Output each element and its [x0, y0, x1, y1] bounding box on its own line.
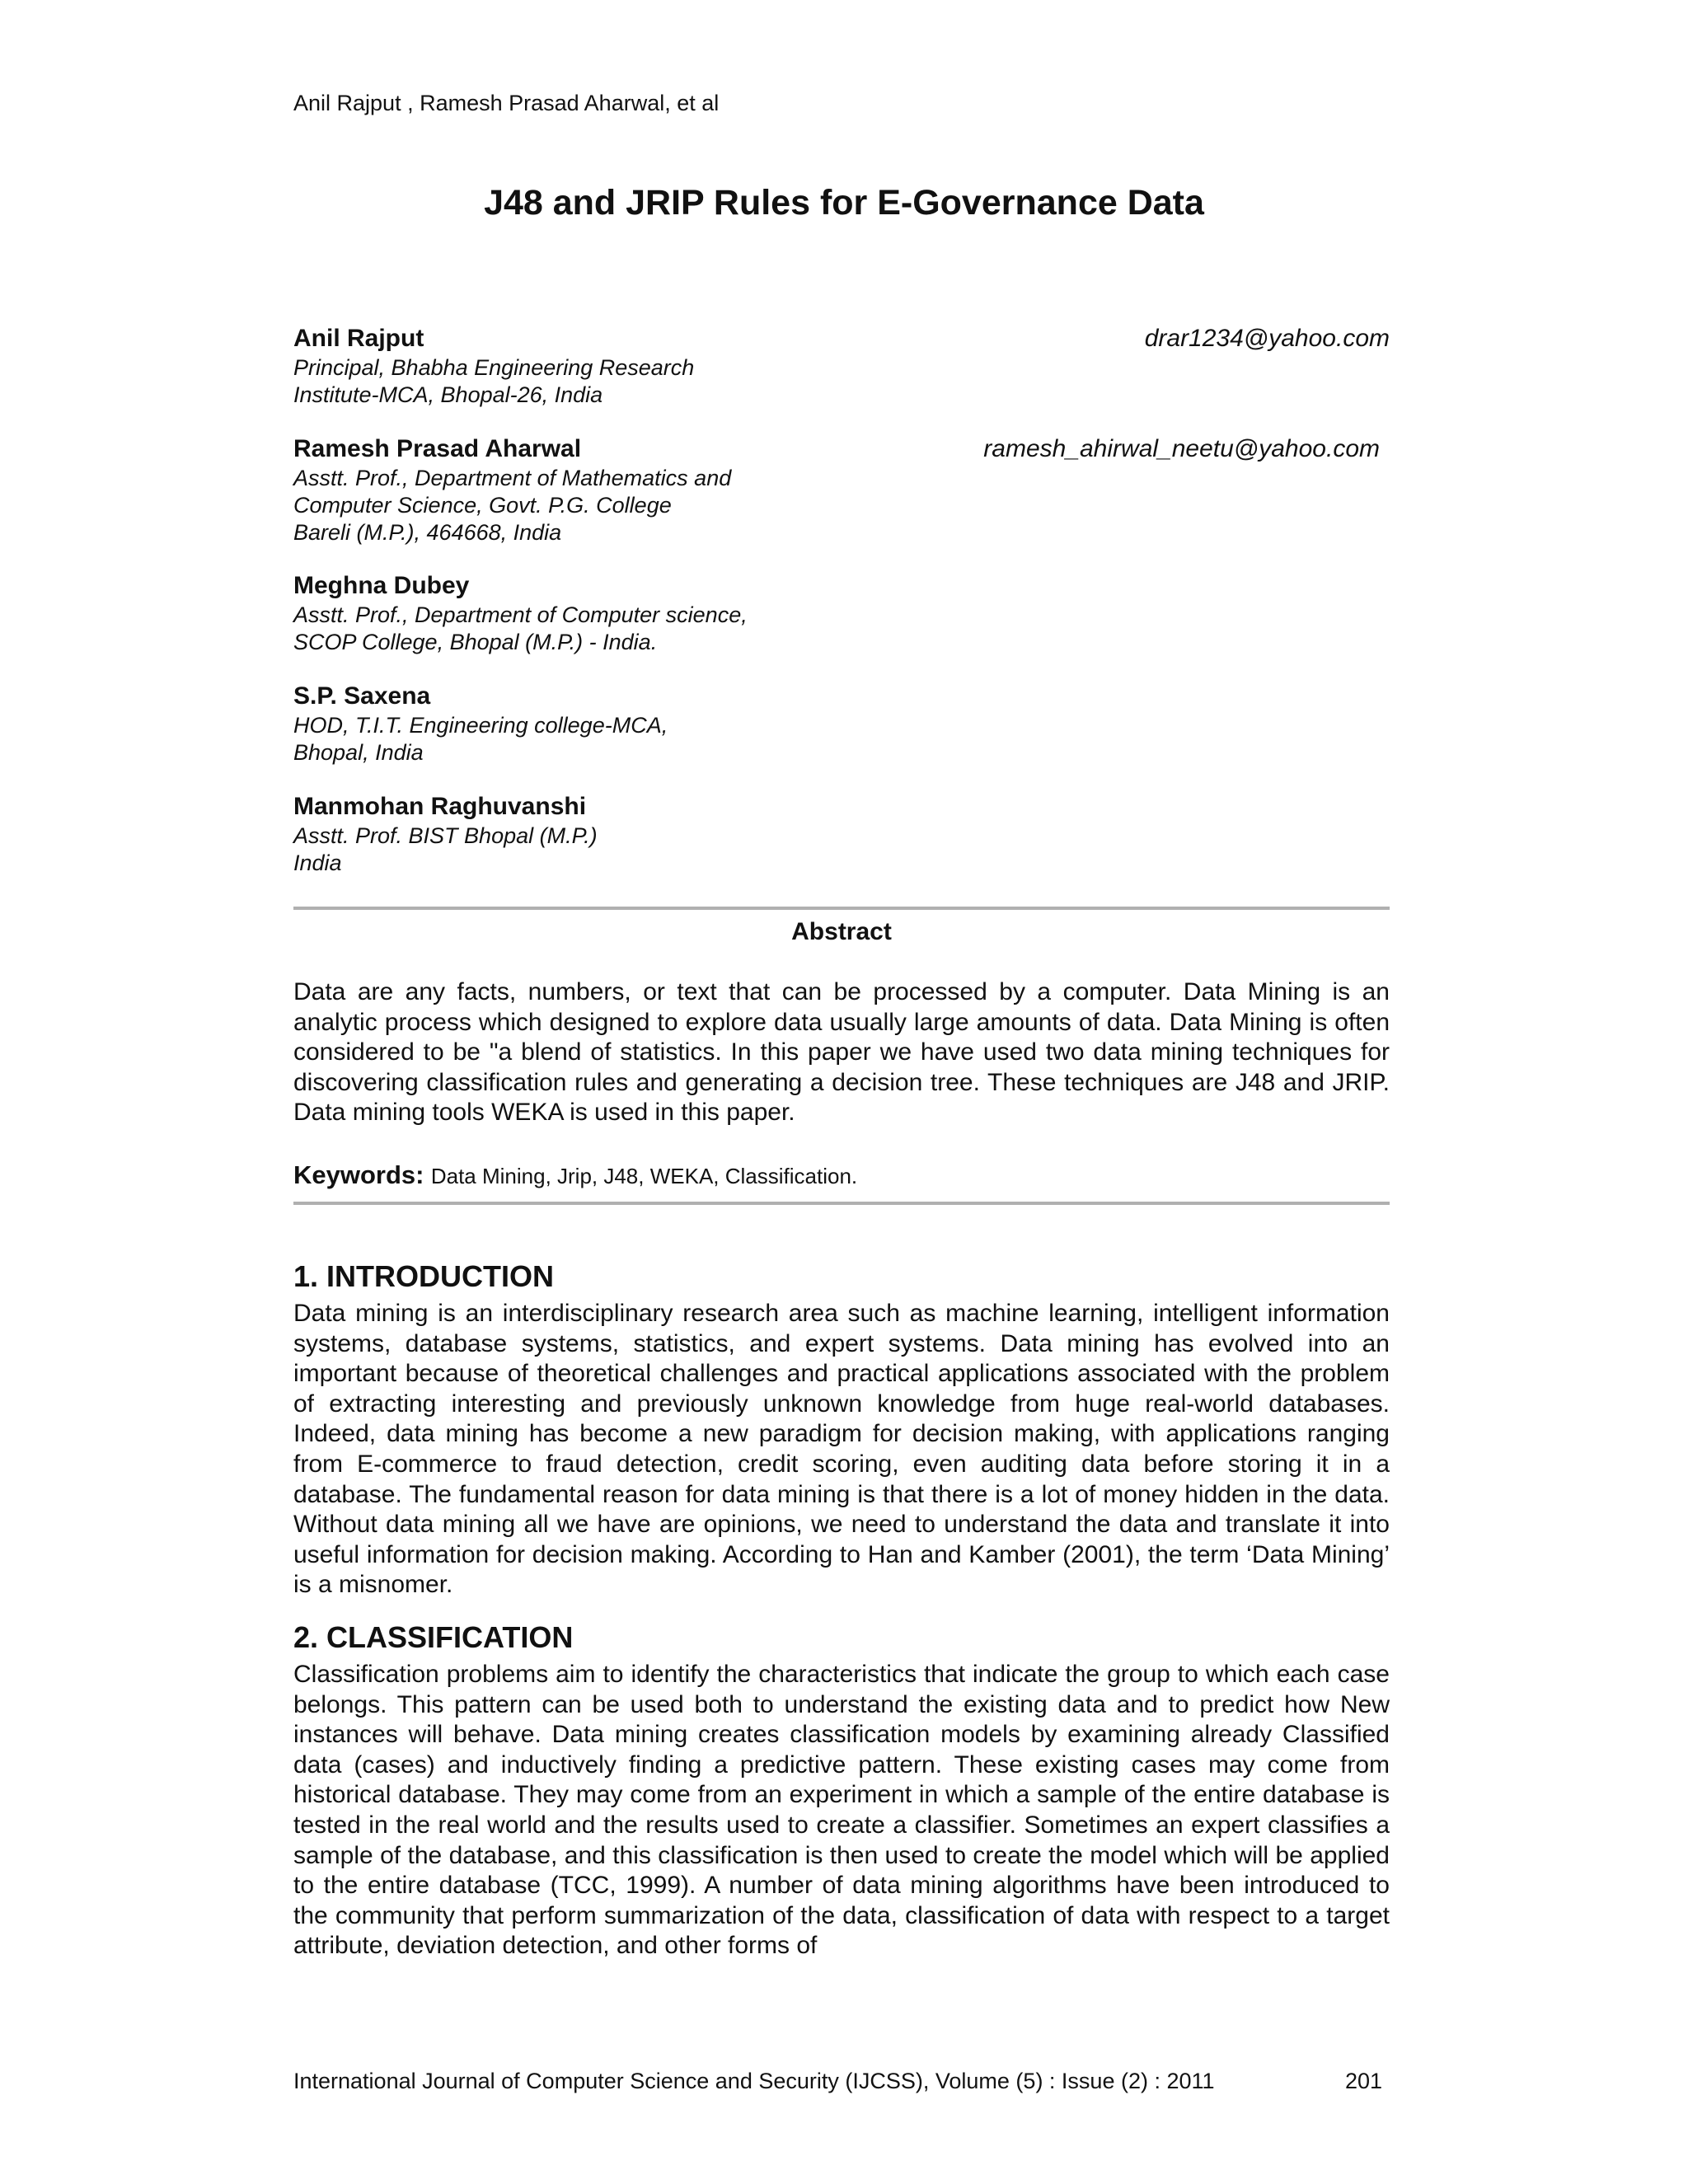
author-affiliation-line: Bhopal, India	[293, 740, 424, 765]
author-affiliation-line: Institute-MCA, Bhopal-26, India	[293, 382, 603, 407]
author-name: Anil Rajput	[293, 325, 424, 352]
footer-journal: International Journal of Computer Science and Security (IJCSS), Volume (5) : Issue (2) : 2011	[293, 2069, 1215, 2093]
page-number: 201	[1345, 2069, 1383, 2093]
author-block	[293, 434, 1390, 546]
section-text: Classification problems aim to identify the characteristics that indicate the group to which each case belongs. This pattern can be used both to understand the existing data and to predict how New instances will behave. Data mining creates classification models by examining already Classified data (cases) and inductively finding a predictive pattern. These existing cases may come from historical database. They may come from an experiment in which a sample of the entire database is tested in the real world and the results used to create a classifier. Sometimes an expert classifies a sample of the database, and this classification is then used to create the model which will be applied to the entire database (TCC, 1999). A number of data mining algorithms have been introduced to the community that perform summarization of the data, classification of data with respect to a target attribute, deviation detection, and other forms of	[293, 1661, 1390, 1960]
author-email: drar1234@yahoo.com	[1144, 325, 1390, 352]
abstract-text: Data are any facts, numbers, or text that can be processed by a computer. Data Mining is an analytic process which designed to explore data usually large amounts of data. Data Mining is often considered to be "a blend of statistics. In this paper we have used two data mining techniques for discovering classification rules and generating a decision tree. These techniques are J48 and JRIP. Data mining tools WEKA is used in this paper.	[293, 978, 1390, 1127]
author-block	[293, 681, 1390, 766]
author-email: ramesh_ahirwal_neetu@yahoo.com	[983, 435, 1380, 462]
author-block	[293, 791, 1390, 877]
author-affiliation-line: HOD, T.I.T. Engineering college-MCA,	[293, 713, 668, 738]
page-footer	[293, 2069, 1390, 2094]
author-name: S.P. Saxena	[293, 682, 431, 710]
keywords-line	[293, 1160, 1390, 1190]
running-head: Anil Rajput , Ramesh Prasad Aharwal, et al	[293, 91, 720, 115]
section-heading: 1. INTRODUCTION	[293, 1259, 555, 1293]
keywords-text: Data Mining, Jrip, J48, WEKA, Classification.	[430, 1164, 858, 1188]
author-name: Meghna Dubey	[293, 572, 470, 599]
author-affiliation-line: Computer Science, Govt. P.G. College	[293, 493, 672, 518]
author-affiliation-line: SCOP College, Bhopal (M.P.) - India.	[293, 630, 658, 654]
paper-title: J48 and JRIP Rules for E-Governance Data	[484, 183, 1204, 223]
abstract-heading: Abstract	[791, 918, 892, 945]
section-heading: 2. CLASSIFICATION	[293, 1620, 574, 1654]
author-affiliation-line: Bareli (M.P.), 464668, India	[293, 520, 562, 545]
author-block	[293, 570, 1390, 656]
author-affiliation-line: India	[293, 851, 342, 875]
divider	[293, 1202, 1390, 1205]
author-name: Ramesh Prasad Aharwal	[293, 435, 582, 462]
author-affiliation-line: Asstt. Prof., Department of Computer science,	[293, 602, 748, 627]
keywords-label: Keywords:	[293, 1160, 424, 1189]
section-text: Data mining is an interdisciplinary research area such as machine learning, intelligent information systems, database systems, statistics, and expert systems. Data mining has evolved into an important because of theoretical challenges and practical applications associated with the problem of extracting interesting and previously unknown knowledge from huge real-world databases. Indeed, data mining has become a new paradigm for decision making, with applications ranging from E-commerce to fraud detection, credit scoring, even auditing data before storing it in a database. The fundamental reason for data mining is that there is a lot of money hidden in the data. Without data mining all we have are opinions, we need to understand the data and translate it into useful information for decision making. According to Han and Kamber (2001), the term ‘Data Mining’ is a misnomer.	[293, 1300, 1390, 1599]
author-affiliation-line: Asstt. Prof., Department of Mathematics and	[293, 466, 732, 490]
author-block	[293, 323, 1390, 409]
author-name: Manmohan Raghuvanshi	[293, 793, 587, 820]
divider	[293, 907, 1390, 910]
author-affiliation-line: Asstt. Prof. BIST Bhopal (M.P.)	[293, 823, 598, 848]
author-affiliation-line: Principal, Bhabha Engineering Research	[293, 355, 695, 380]
